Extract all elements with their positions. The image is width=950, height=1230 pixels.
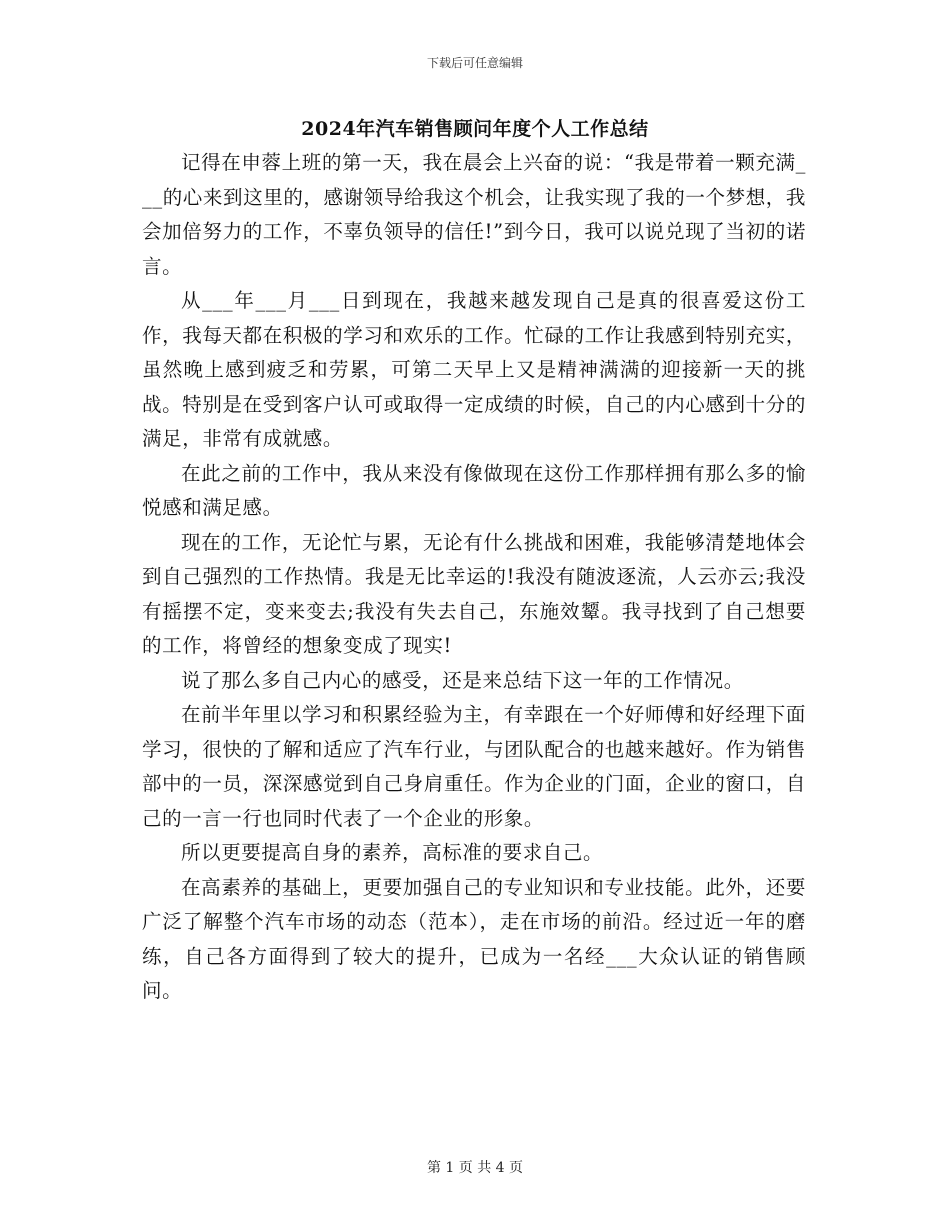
document-title: 2024年汽车销售顾问年度个人工作总结 bbox=[301, 118, 649, 140]
paragraph-5: 说了那么多自己内心的感受，还是来总结下这一年的工作情况。 bbox=[181, 668, 744, 692]
paragraph-3: 在此之前的工作中，我从来没有像做现在这份工作那样拥有那么多的愉悦感和满足感。 bbox=[142, 461, 806, 519]
paragraph-6: 在前半年里以学习和积累经验为主，有幸跟在一个好师傅和好经理下面学习，很快的了解和适应了汽车行业，与团队配合的也越来越好。作为销售部中的一员，深深感觉到自己身肩重任。作为企业的门面，企业的窗口，自己的一言一行也同时代表了一个企业的形象。 bbox=[142, 703, 806, 830]
header-note: 下载后可任意编辑 bbox=[426, 56, 523, 70]
paragraph-2: 从___年___月___日到现在，我越来越发现自己是真的很喜爱这份工作，我每天都在积极的学习和欢乐的工作。忙碌的工作让我感到特别充实，虽然晚上感到疲乏和劳累，可第二天早上又是精神满满的迎接新一天的挑战。特别是在受到客户认可或取得一定成绩的时候，自己的内心感到十分的满足，非常有成就感。 bbox=[142, 289, 806, 450]
paragraph-1: 记得在申蓉上班的第一天，我在晨会上兴奋的说：“我是带着一颗充满___的心来到这里的，感谢领导给我这个机会，让我实现了我的一个梦想，我会加倍努力的工作，不辜负领导的信任!”到今日，我可以说兑现了当初的诺言。 bbox=[142, 151, 806, 278]
page-number-footer: 第 1 页 共 4 页 bbox=[426, 1160, 524, 1176]
paragraph-8: 在高素养的基础上，更要加强自己的专业知识和专业技能。此外，还要广泛了解整个汽车市场的动态（范本），走在市场的前沿。经过近一年的磨练，自己各方面得到了较大的提升，已成为一名经___大众认证的销售顾问。 bbox=[142, 875, 806, 1002]
document-body bbox=[142, 146, 806, 1009]
paragraph-7: 所以更要提高自身的素养，高标准的要求自己。 bbox=[181, 841, 604, 864]
paragraph-4: 现在的工作，无论忙与累，无论有什么挑战和困难，我能够清楚地体会到自己强烈的工作热情。我是无比幸运的!我没有随波逐流，人云亦云;我没有摇摆不定，变来变去;我没有失去自己，东施效颦。我寻找到了自己想要的工作，将曾经的想象变成了现实! bbox=[142, 530, 806, 657]
